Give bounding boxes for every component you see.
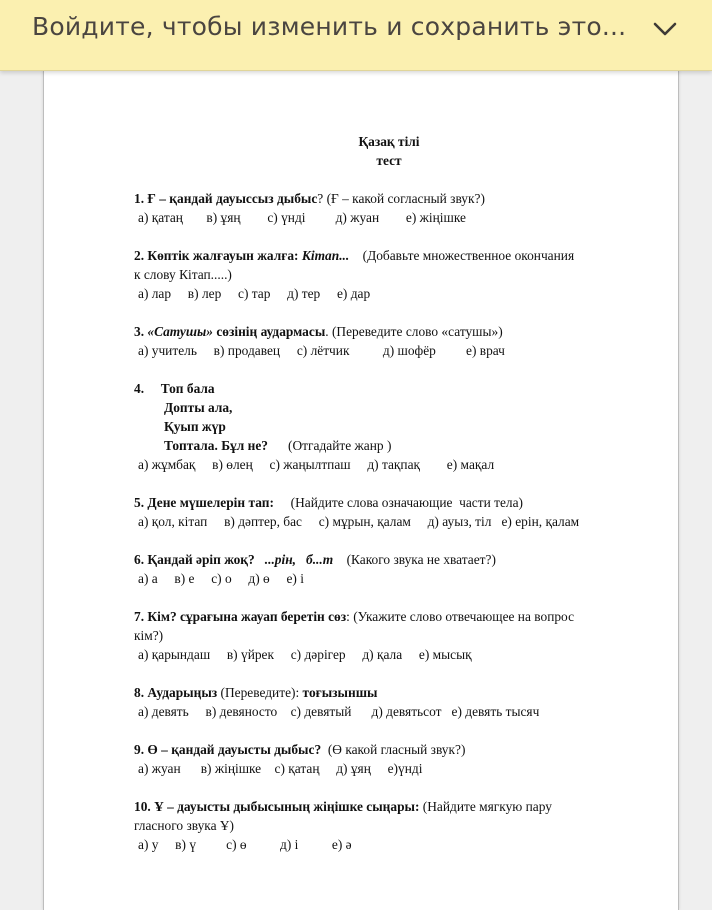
document-page: [43, 70, 679, 910]
question-8: 8. Аударыңыз (Переведите): тоғызыншы а) девять в) девяносто с) девятый д) девятьсот е) девять тысяч: [134, 683, 644, 721]
question-4: 4. Топ бала Допты ала, Қуып жүр Топтала. Бұл не? (Отгадайте жанр ) а) жұмбақ в) өлең с) жаңылтпаш д) тақпақ е) мақал: [134, 379, 644, 474]
question-1: 1. Ғ – қандай дауыссыз дыбыс? (Ғ – какой согласный звук?) а) қатаң в) ұяң с) үнді д) жуан е) жіңішке: [134, 189, 644, 227]
question-9-options: а) жуан в) жіңішке с) қатаң д) ұяң е)үнді: [138, 761, 423, 776]
question-7: 7. Кім? сұрағына жауап беретін сөз: (Укажите слово отвечающее на вопрос кім?) а) қарындаш в) үйрек с) дәрігер д) қала е) мысық: [134, 607, 644, 664]
doc-title: Қазақ тілі: [358, 134, 420, 149]
banner-text: Войдите, чтобы изменить и сохранить это...: [32, 12, 627, 41]
doc-subtitle: тест: [376, 153, 402, 168]
sign-in-banner[interactable]: [0, 0, 712, 71]
question-6-options: а) а в) е с) о д) ө е) і: [138, 571, 304, 586]
chevron-down-icon[interactable]: [652, 20, 678, 38]
question-8-options: а) девять в) девяносто с) девятый д) девятьсот е) девять тысяч: [138, 704, 540, 719]
question-3-options: а) учитель в) продавец с) лётчик д) шофёр е) врач: [138, 343, 505, 358]
document-body: [134, 132, 644, 854]
question-1-options: а) қатаң в) ұяң с) үнді д) жуан е) жіңішке: [138, 210, 466, 225]
question-2-options: а) лар в) лер с) тар д) тер е) дар: [138, 286, 371, 301]
question-10-options: а) у в) ү с) ө д) і е) ә: [138, 837, 352, 852]
question-9: 9. Ө – қандай дауысты дыбыс? (Ө какой гласный звук?) а) жуан в) жіңішке с) қатаң д) ұяң е)үнді: [134, 740, 644, 778]
question-10: 10. Ұ – дауысты дыбысының жіңішке сыңары: (Найдите мягкую пару гласного звука Ұ) а) у в) ү с) ө д) і е) ә: [134, 797, 644, 854]
question-5-options: а) қол, кітап в) дәптер, бас с) мұрын, қалам д) ауыз, тіл е) ерін, қалам: [138, 514, 580, 529]
question-6: 6. Қандай әріп жоқ? ...рін, б...т (Какого звука не хватает?) а) а в) е с) о д) ө е) і: [134, 550, 644, 588]
question-4-options: а) жұмбақ в) өлең с) жаңылтпаш д) тақпақ е) мақал: [138, 457, 495, 472]
question-2: 2. Көптік жалғауын жалға: Кітап... (Добавьте множественное окончания к слову Кітап.....) а) лар в) лер с) тар д) тер е) дар: [134, 246, 644, 303]
question-3: 3. «Сатушы» сөзінің аудармасы. (Переведите слово «сатушы») а) учитель в) продавец с) лётчик д) шофёр е) врач: [134, 322, 644, 360]
question-5: 5. Дене мүшелерін тап: (Найдите слова означающие части тела) а) қол, кітап в) дәптер, бас с) мұрын, қалам д) ауыз, тіл е) ерін, қалам: [134, 493, 644, 531]
question-7-options: а) қарындаш в) үйрек с) дәрігер д) қала е) мысық: [138, 647, 472, 662]
